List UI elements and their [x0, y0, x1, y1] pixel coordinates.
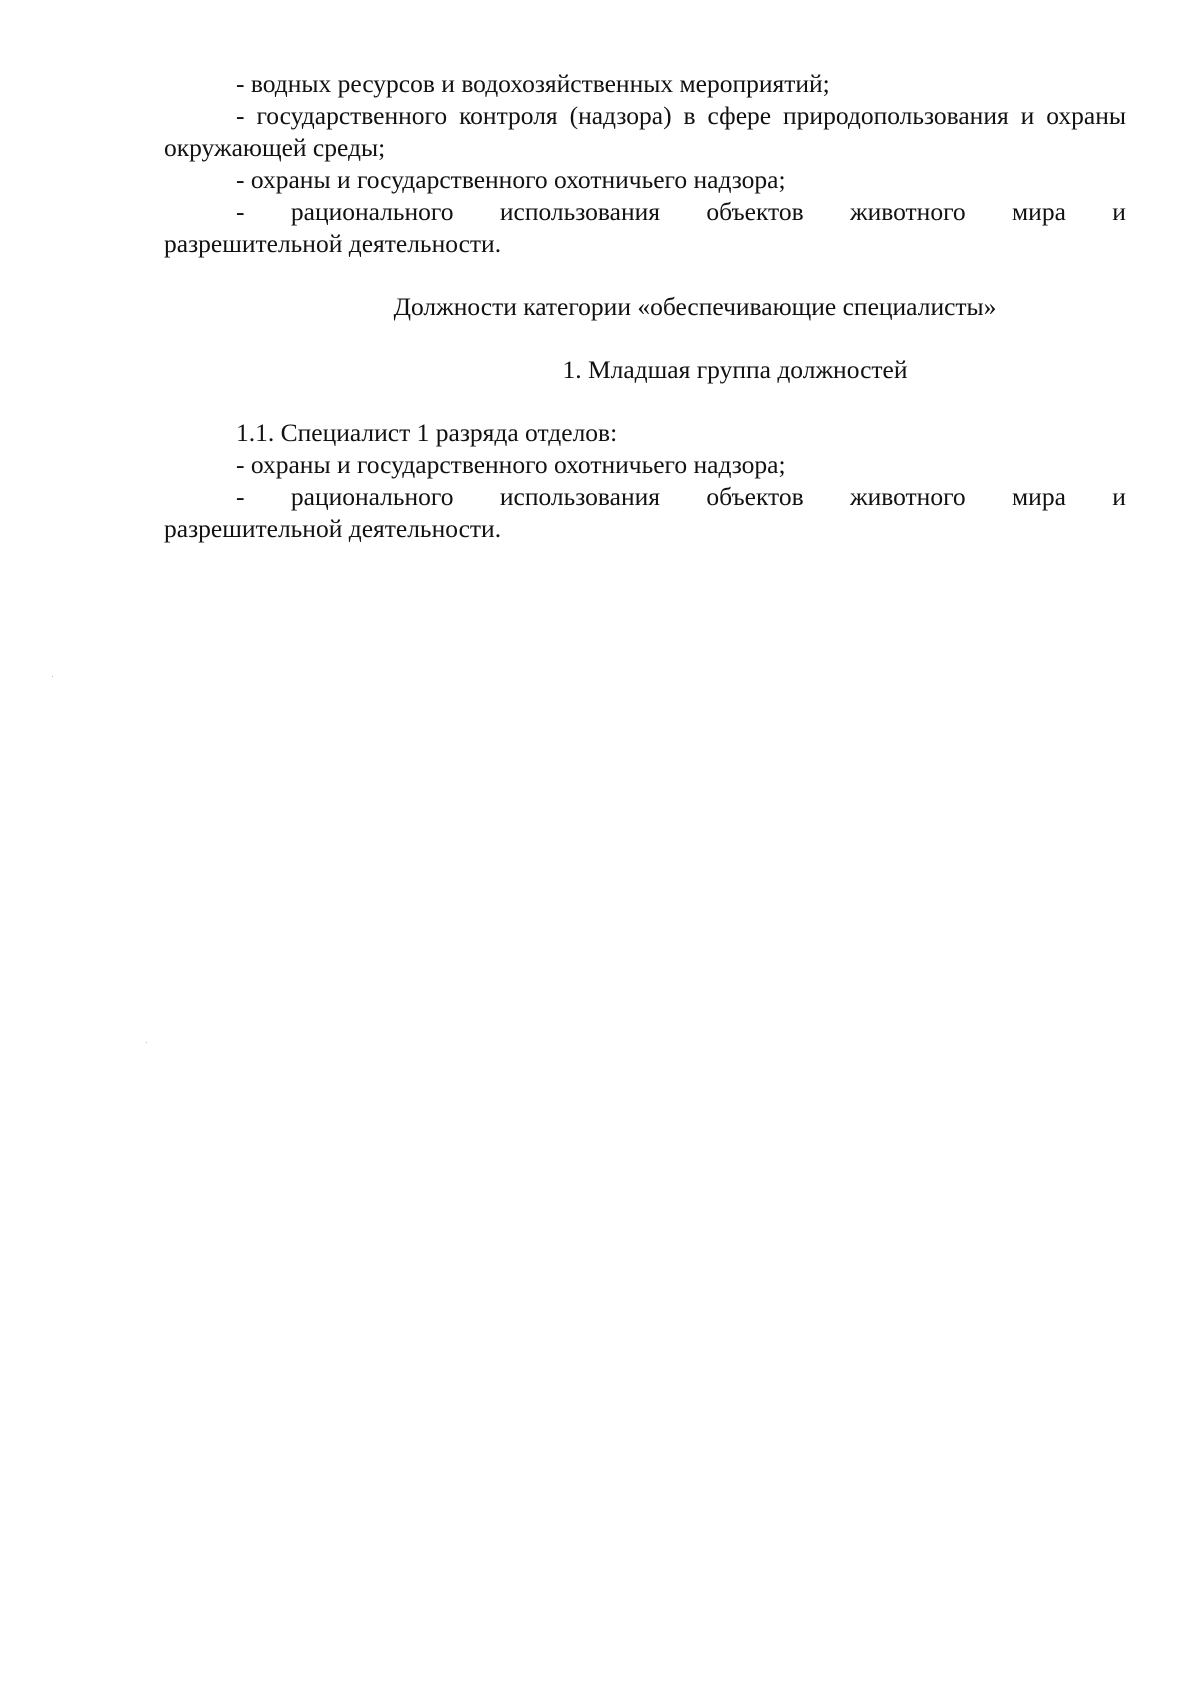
- word: и: [1112, 197, 1126, 226]
- section-item-rational-use-line: [164, 481, 1126, 513]
- word: мира: [1012, 197, 1066, 226]
- scan-speck: [146, 1042, 147, 1043]
- section-item-rational-use-tail: разрешительной деятельности.: [164, 514, 502, 543]
- section-title: 1.1. Специалист 1 разряда отделов:: [236, 418, 618, 447]
- paragraph-rational-use-line: [164, 196, 1126, 228]
- word: рационального: [290, 197, 454, 226]
- word: животного: [849, 197, 966, 226]
- paragraph-state-control: - государственного контроля (надзора) в сфере природопользования и охраны окружающей среды;: [164, 101, 1126, 162]
- word: рационального: [290, 482, 454, 511]
- word: -: [236, 482, 245, 511]
- word: животного: [849, 482, 966, 511]
- word: использования: [499, 482, 660, 511]
- word: и: [1112, 482, 1126, 511]
- paragraph-rational-use-tail: разрешительной деятельности.: [164, 229, 502, 258]
- word: объектов: [706, 482, 804, 511]
- paragraph-hunting-supervision: - охраны и государственного охотничьего надзора;: [236, 165, 786, 194]
- category-heading: Должности категории «обеспечивающие специалисты»: [393, 292, 997, 321]
- scan-speck: [52, 676, 53, 677]
- word: объектов: [706, 197, 804, 226]
- paragraph-water-resources: - водных ресурсов и водохозяйственных мероприятий;: [236, 69, 830, 98]
- word: мира: [1012, 482, 1066, 511]
- document-body: [164, 68, 1126, 545]
- group-heading: 1. Младшая группа должностей: [562, 355, 908, 384]
- section-item-hunting-supervision: - охраны и государственного охотничьего надзора;: [236, 450, 786, 479]
- word: использования: [499, 197, 660, 226]
- word: -: [236, 197, 245, 226]
